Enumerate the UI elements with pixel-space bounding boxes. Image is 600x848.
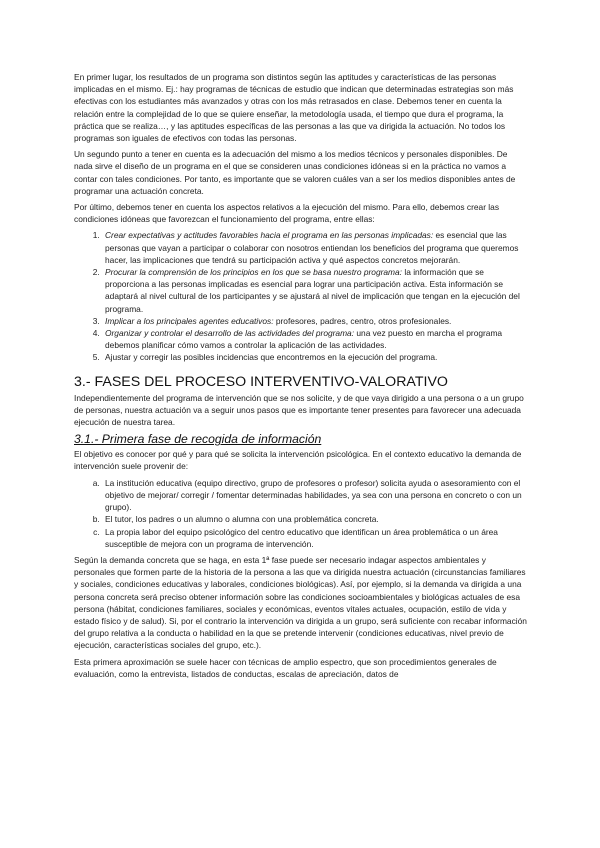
section-intro: Independientemente del programa de intervención que se nos solicite, y de que vaya dirigido a una persona o a un grupo de personas, nuestra actuación va a seguir unos pasos que es importante tener presentes para favorecer una adecuada ejecución de nuestra tarea. [74,392,524,428]
list-item: c. La propia labor del equipo psicológico del centro educativo que identifican un área problemática o un área susceptible de mejora con un programa de intervención. [102,526,528,550]
paragraph-medios: Un segundo punto a tener en cuenta es la adecuación del mismo a los medios técnicos y personales disponibles. De nada sirve el diseño de un programa en el que se consideren unas condiciones idóneas si en la práctica no vamos a contar con tales condiciones. Por tanto, es importante que se valoren cuáles van a ser los medios disponibles antes de programar una actuación concreta. [74,149,516,196]
list-item: 3. Implicar a los principales agentes educativos: profesores, padres, centro, otros profesionales. [102,315,528,327]
list-item: b. El tutor, los padres o un alumno o alumna con una problemática concreta. [102,513,528,525]
paragraph-demanda: Según la demanda concreta que se haga, en esta 1ª fase puede ser necesario indagar aspectos ambientales y personales que formen parte de la historia de la persona a las que va dirigida nuestra actuación (circunstancias familiares y sociales, condiciones educativas y laborales, condiciones biológicas). Así, por ejemplo, si la demanda va dirigida a una persona concreta será preciso obtener información sobre las condiciones socioambientales y biológicas actuales de esa persona (hábitat, condiciones familiares, sociales y económicas, eventos vitales actuales, ocupación, estilo de vida y estado físico y de salud). Si, por el contrario la intervención va dirigida a un grupo, será suficiente con recabar información del grupo relativa a la conducta o habilidad en la que se pretende intervenir (condiciones educativas, nivel previo de ejecución, características sociales del grupo, etc.). [74,554,527,651]
list-item: 4. Organizar y controlar el desarrollo de las actividades del programa: una vez puesto en marcha el programa debemos planificar cómo vamos a controlar la aplicación de las actividades. [102,327,528,351]
document-body [74,71,528,684]
paragraph-ejecucion: Por último, debemos tener en cuenta los aspectos relativos a la ejecución del mismo. Para ello, debemos crear las condiciones idóneas que favorezcan el funcionamiento del programa, entre ellas: [74,202,500,225]
conditions-list [74,229,528,363]
demand-sources-list [74,477,528,550]
list-item: 1. Crear expectativas y actitudes favorables hacia el programa en las personas implicadas: es esencial que las personas que vayan a participar o colaborar con nosotros entiendan los beneficios del programa que queremos hacer, las implicaciones que tendrá su participación activa y qué aspectos concretos mejorarán. [102,229,528,266]
section-heading: 3.- FASES DEL PROCESO INTERVENTIVO-VALORATIVO [74,373,448,390]
paragraph-aproximacion: Esta primera aproximación se suele hacer con técnicas de amplio espectro, que son procedimientos generales de evaluación, como la entrevista, listados de conductas, escalas de apreciación, datos de [74,656,497,679]
subsection-heading: 3.1.- Primera fase de recogida de información [74,432,322,447]
list-item: 2. Procurar la comprensión de los principios en los que se basa nuestro programa: la información que se proporciona a las personas implicadas es esencial para lograr una participación activa. Esta información se adaptará al nivel cultural de los participantes y se ajustará al nivel de implicación que tengan en la ejecución del programa. [102,266,528,315]
list-item: a. La institución educativa (equipo directivo, grupo de profesores o profesor) solicita ayuda o asesoramiento con el objetivo de mejorar/ corregir / fomentar determinadas habilidades, ya sea con una persona en concreto o con un grupo). [102,477,528,514]
subsection-intro: El objetivo es conocer por qué y para qué se solicita la intervención psicológica. En el contexto educativo la demanda de intervención suele provenir de: [74,449,522,472]
list-item: 5. Ajustar y corregir las posibles incidencias que encontremos en la ejecución del programa. [102,351,528,363]
paragraph-aptitudes: En primer lugar, los resultados de un programa son distintos según las aptitudes y características de las personas implicadas en el mismo. Ej.: hay programas de técnicas de estudio que indican que determinadas estrategias son más efectivas con los estudiantes más avanzados y otras con los más retrasados en clase. Debemos tener en cuenta la relación entre la complejidad de lo que se quiere enseñar, la metodología usada, el tiempo que dura el programa, la práctica que se realiza…, y las aptitudes específicas de las personas a las que va dirigida la actuación. No todos los programas son iguales de efectivos con todas las personas. [74,72,514,144]
